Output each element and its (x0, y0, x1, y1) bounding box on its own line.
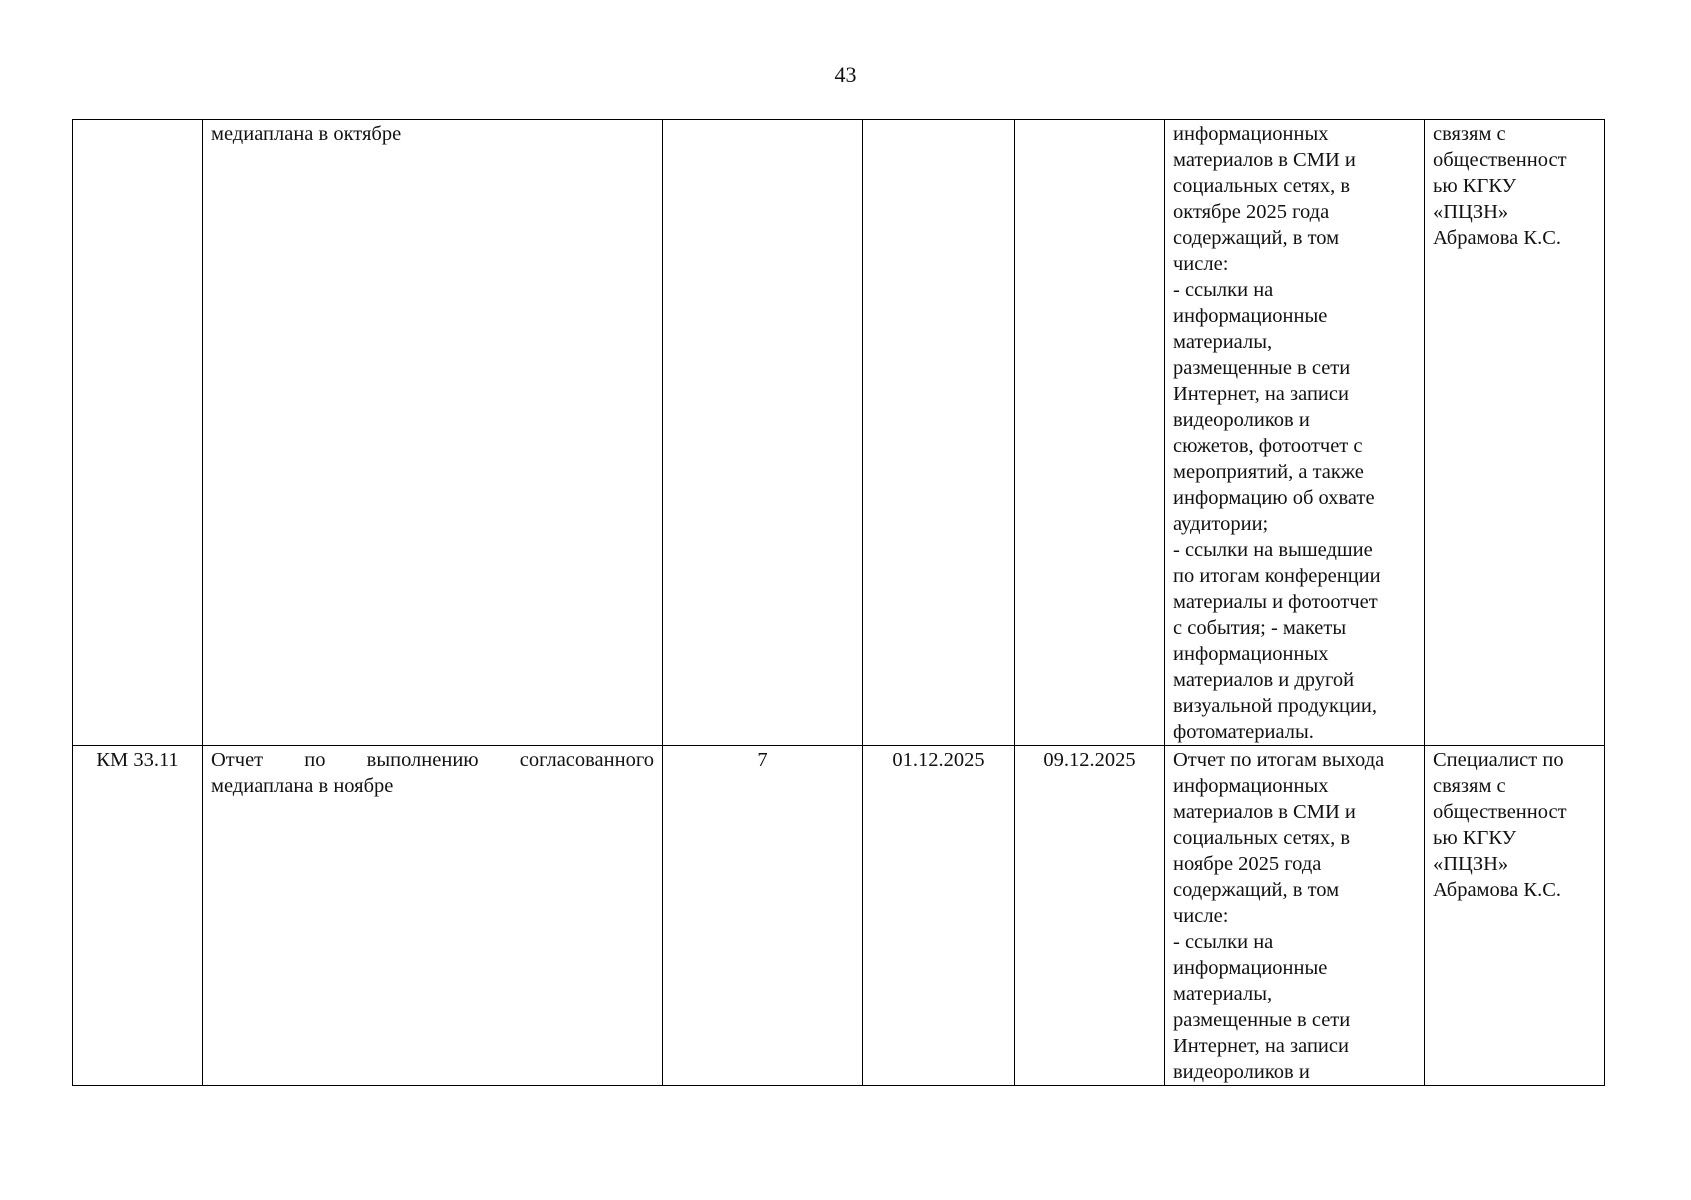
result-line: видеороликов и (1173, 1061, 1310, 1083)
table-row (73, 746, 1605, 1086)
result-line: ноябре 2025 года (1173, 853, 1322, 875)
result-line: - ссылки на вышедшие (1173, 539, 1373, 561)
result-line: визуальной продукции, (1173, 695, 1378, 717)
result-line: фотоматериалы. (1173, 721, 1314, 743)
result-line: октябре 2025 года (1173, 201, 1330, 223)
table-row (73, 120, 1605, 746)
result-line: с события; - макеты (1173, 617, 1347, 639)
result-line: Интернет, на записи (1173, 383, 1349, 405)
result-line: информацию об охвате (1173, 487, 1375, 509)
cell-responsible (1425, 120, 1605, 746)
result-line: содержащий, в том (1173, 227, 1340, 249)
responsible-line: общественност (1433, 801, 1567, 823)
result-line: материалы и фотоотчет (1173, 591, 1378, 613)
responsible-line: общественност (1433, 149, 1567, 171)
responsible-line: Специалист по (1433, 749, 1564, 771)
result-line: по итогам конференции (1173, 565, 1381, 587)
page-number: 43 (834, 62, 857, 87)
result-line: - ссылки на (1173, 931, 1274, 953)
responsible-line: связям с (1433, 123, 1506, 145)
cell-code (73, 120, 203, 746)
result-line: социальных сетях, в (1173, 827, 1351, 849)
name-line: медиаплана в ноябре (211, 775, 394, 797)
result-line: размещенные в сети (1173, 1009, 1351, 1031)
cell-result (1165, 120, 1425, 746)
cell-name (203, 120, 663, 746)
result-line: содержащий, в том (1173, 879, 1340, 901)
result-line: информационных (1173, 775, 1329, 797)
cell-responsible (1425, 746, 1605, 1086)
cell-number: 7 (663, 746, 863, 1086)
result-line: материалов в СМИ и (1173, 149, 1356, 171)
cell-result (1165, 746, 1425, 1086)
cell-start-date: 01.12.2025 (863, 746, 1015, 1086)
result-line: видеороликов и (1173, 409, 1310, 431)
result-line: материалов в СМИ и (1173, 801, 1356, 823)
plan-table (72, 119, 1605, 1086)
responsible-line: связям с (1433, 775, 1506, 797)
responsible-line: «ПЦЗН» (1433, 201, 1509, 223)
result-line: Интернет, на записи (1173, 1035, 1349, 1057)
result-line: - ссылки на (1173, 279, 1274, 301)
responsible-line: ью КГКУ (1433, 827, 1517, 849)
responsible-line: Абрамова К.С. (1433, 879, 1561, 901)
cell-number (663, 120, 863, 746)
name-line: медиаплана в октябре (211, 123, 402, 145)
result-line: социальных сетях, в (1173, 175, 1351, 197)
result-line: размещенные в сети (1173, 357, 1351, 379)
responsible-line: ью КГКУ (1433, 175, 1517, 197)
result-line: сюжетов, фотоотчет с (1173, 435, 1363, 457)
name-line: Отчет по выполнению согласованного (211, 749, 654, 771)
cell-code: КМ 33.11 (73, 746, 203, 1086)
cell-end-date: 09.12.2025 (1015, 746, 1165, 1086)
cell-end-date (1015, 120, 1165, 746)
result-line: материалов и другой (1173, 669, 1355, 691)
result-line: материалы, (1173, 983, 1273, 1005)
cell-name (203, 746, 663, 1086)
result-line: Отчет по итогам выхода (1173, 749, 1385, 771)
responsible-line: Абрамова К.С. (1433, 227, 1561, 249)
result-line: материалы, (1173, 331, 1273, 353)
cell-start-date (863, 120, 1015, 746)
result-line: числе: (1173, 905, 1229, 927)
result-line: информационных (1173, 123, 1329, 145)
result-line: числе: (1173, 253, 1229, 275)
result-line: аудитории; (1173, 513, 1269, 535)
result-line: информационных (1173, 643, 1329, 665)
responsible-line: «ПЦЗН» (1433, 853, 1509, 875)
result-line: информационные (1173, 305, 1328, 327)
result-line: информационные (1173, 957, 1328, 979)
result-line: мероприятий, а также (1173, 461, 1364, 483)
